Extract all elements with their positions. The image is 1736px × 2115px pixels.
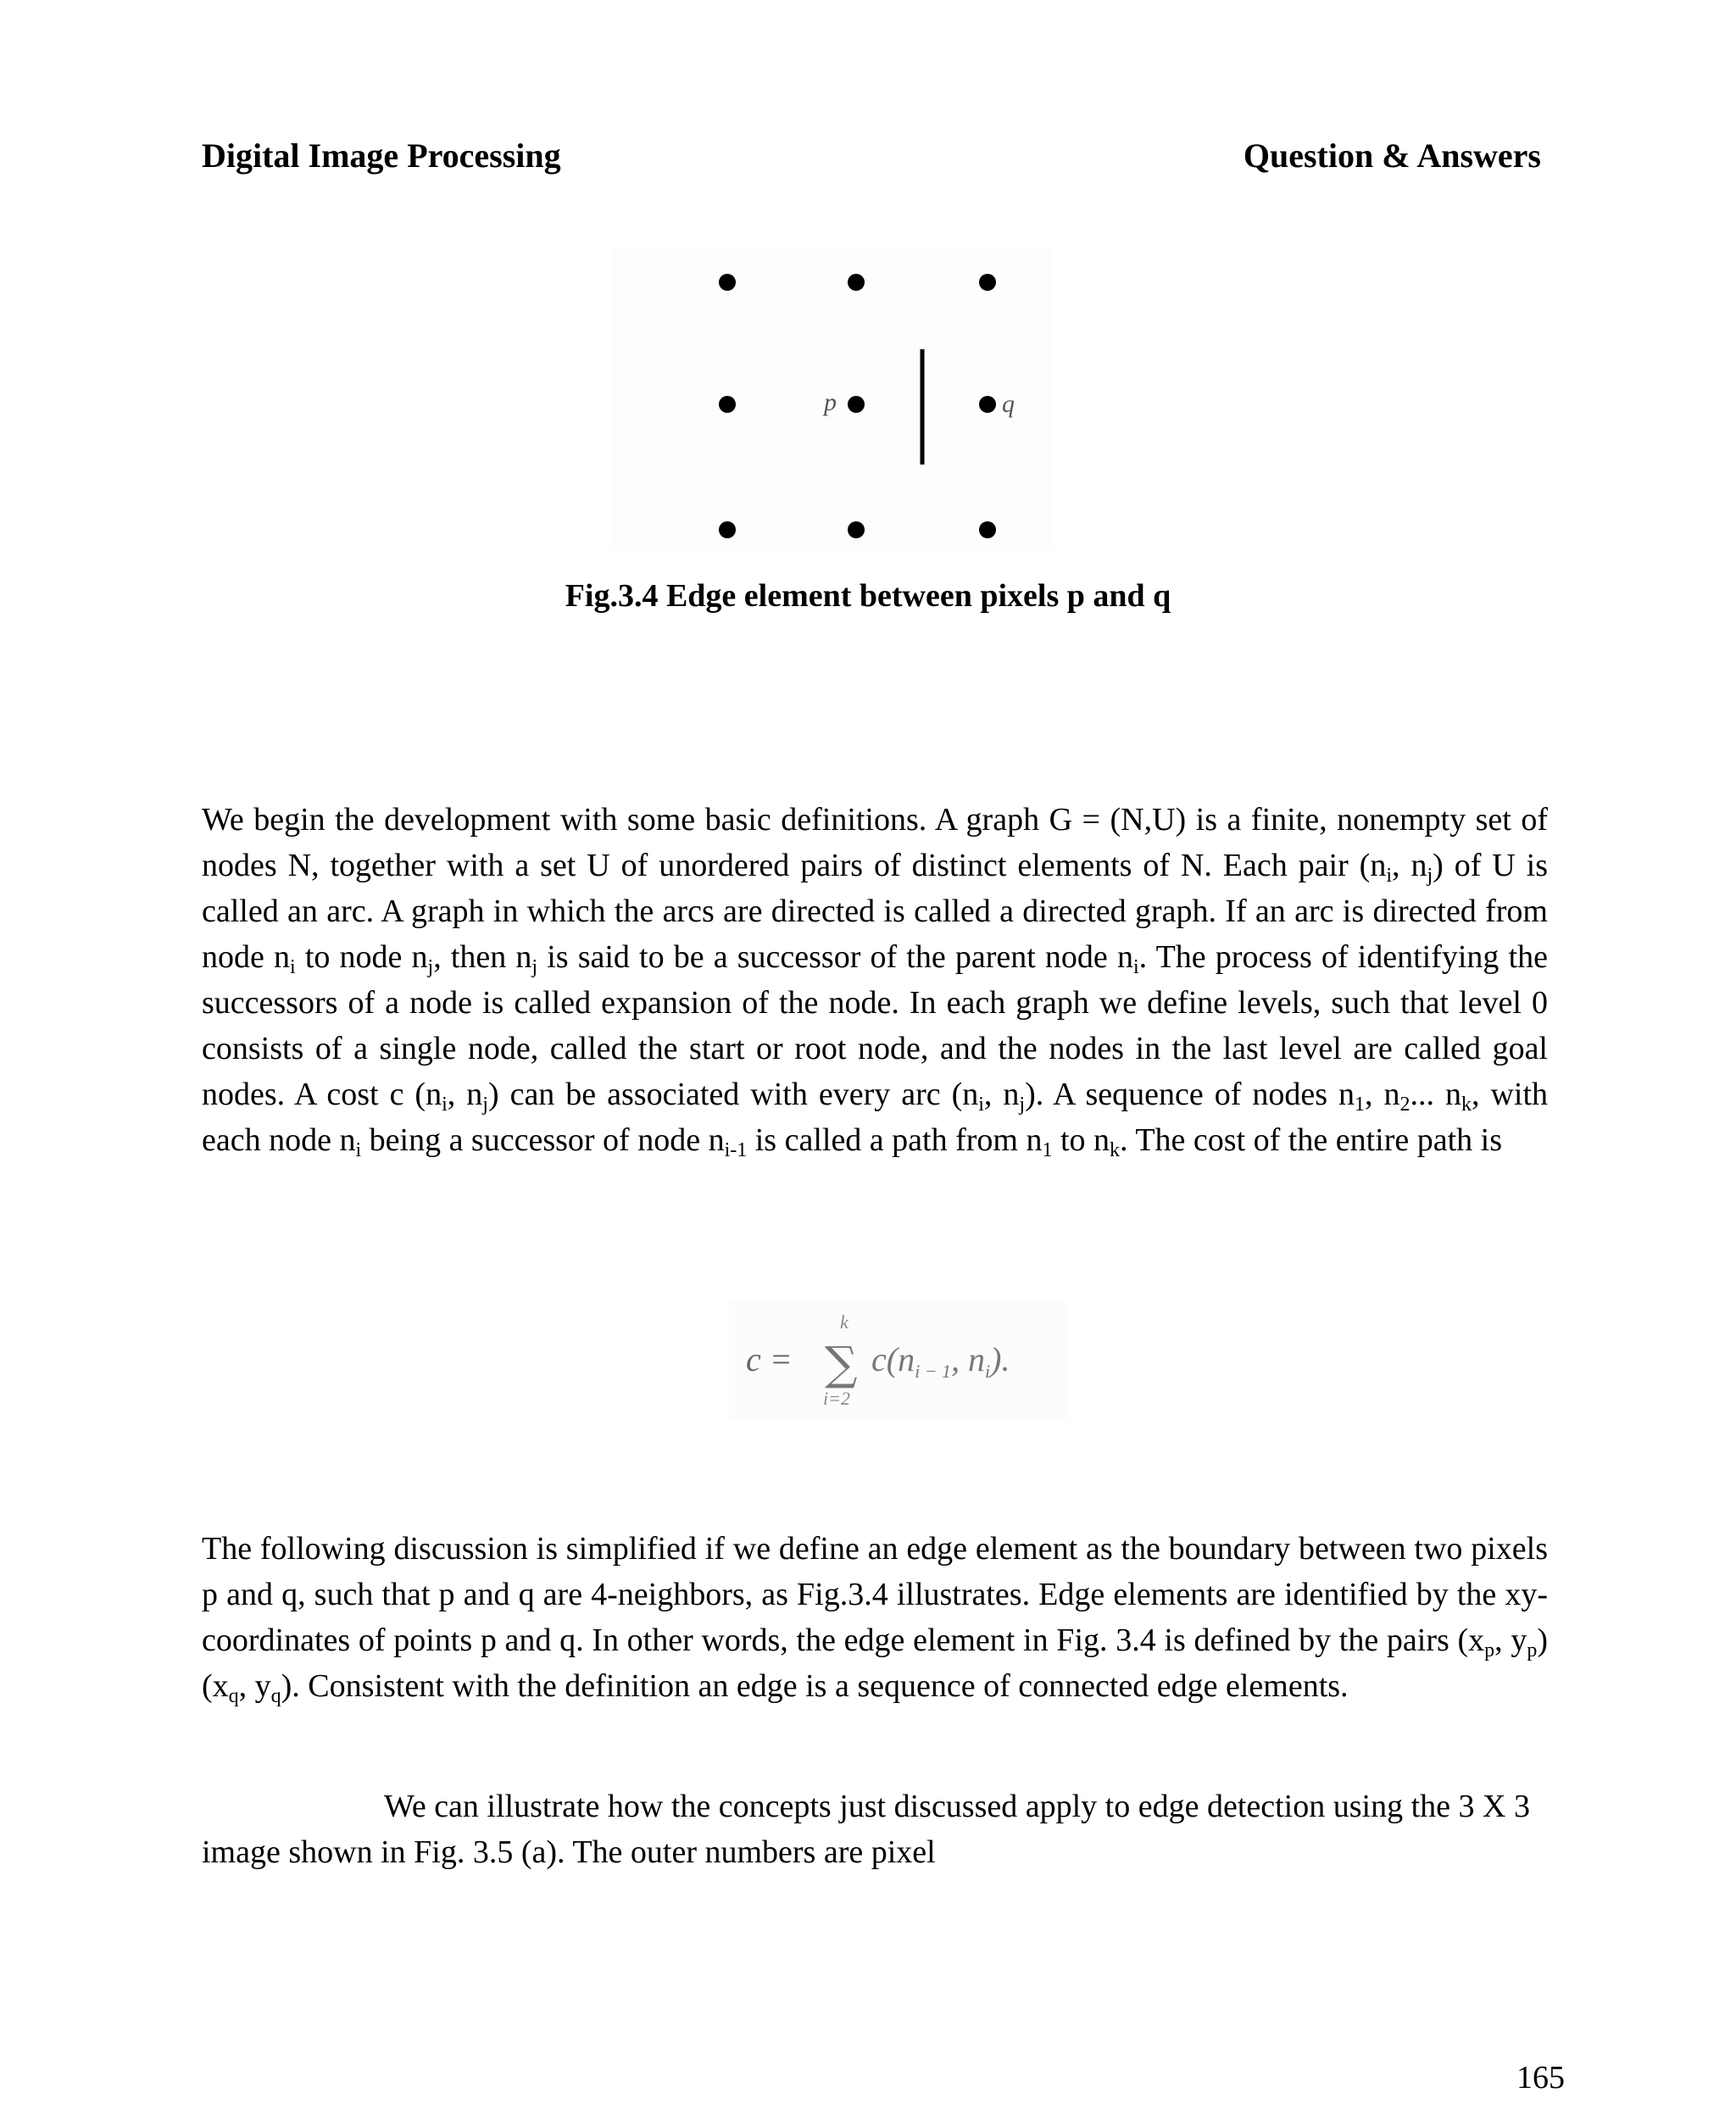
formula-body: $c(n_{i - 1}$, $n_i$). [871,1340,1010,1382]
figure-caption: Fig.3.4 Edge element between pixels p and q [565,578,1171,614]
pixel-grid-diagram [610,246,1051,551]
formula-lower-limit: i=2 [823,1388,850,1409]
path-cost-formula [729,1301,1068,1420]
label-q: q [1002,390,1015,418]
header-section: Question & Answers [1243,136,1541,175]
pixel-dot [719,396,736,413]
paragraph-graph-definitions: We begin the development with some basic definitions. A graph G = (N,U) is a finite, nonempty set of nodes N, together with a set U of unordered pairs of distinct elements of N. Each pair ($n_i$, $n_j$) of U is called an arc. A graph in which the arcs are directed is called a directed graph. If an arc is directed from node $n_i$ to node $n_j$, then $n_j$ is said to be a successor of the parent node $n_i$. The process of identifying the successors of a node is called expansion of the node. In each graph we define levels, such that level 0 consists of a single node, called the start or root node, and the nodes in the last level are called goal nodes. A cost c ($n_i$, $n_j$) can be associated with every arc ($n_i$, $n_j$). A sequence of nodes $n_1$, $n_2$... $n_k$, with each node $n_i$ being a successor of node $n_{i-1}$ is called a path from $n_1$ to $n_k$. The cost of the entire path is [202,802,1549,1161]
label-p: p [824,388,837,416]
formula-svg [729,1301,1068,1420]
edge-element-figure [610,246,1051,551]
formula-upper-limit: k [840,1311,849,1333]
paragraph-illustration: We can illustrate how the concepts just discussed apply to edge detection using the 3 X 3 image shown in Fig. 3.5 (a). The outer numbers are pixel [202,1789,1530,1870]
pixel-dot-q [979,396,996,413]
pixel-dot [719,521,736,538]
pixel-dot [848,521,865,538]
pixel-dot [848,274,865,291]
header-title: Digital Image Processing [202,136,561,175]
sum-symbol: ∑ [825,1337,858,1390]
pixel-dot-p [848,396,865,413]
pixel-dot [719,274,736,291]
pixel-dot [979,521,996,538]
pixel-dot [979,274,996,291]
page-number: 165 [1516,2060,1565,2096]
formula-lhs: c = [746,1340,793,1378]
paragraph-edge-element: The following discussion is simplified if we define an edge element as the boundary between two pixels p and q, such that p and q are 4-neighbors, as Fig.3.4 illustrates. Edge elements are identified by the xy-coordinates of points p and q. In other words, the edge element in Fig. 3.4 is defined by the pairs ($x_p$, $y_p$) ($x_q$, $y_q$). Consistent with the definition an edge is a sequence of connected edge elements. [202,1531,1549,1707]
